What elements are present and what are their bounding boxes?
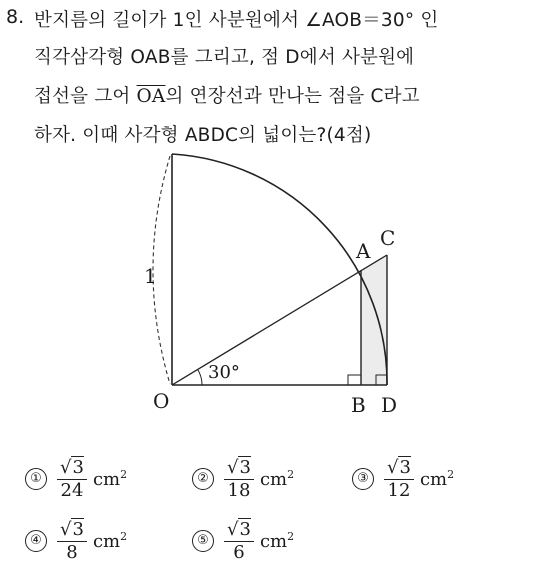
sqrt-sign: √ [60,519,72,540]
denominator: 6 [233,542,245,563]
choice-marker: ② [192,468,214,490]
shaded-region-abdc [361,255,387,385]
unit: $cm^2$ [92,468,128,490]
denominator: 12 [387,480,411,501]
radicand: 3 [72,519,84,540]
unit: $cm^2$ [419,468,455,490]
question-line-4: 하자. 이때 사각형 ABDC의 넓이는?(4점) [34,125,372,146]
question-line-1: 반지름의 길이가 1인 사분원에서 ∠AOB＝30° 인 [34,10,439,31]
unit: $cm^2$ [259,468,295,490]
unit: $cm^2$ [259,530,295,552]
fraction [224,456,254,502]
sqrt-sign: √ [227,519,239,540]
choice-marker: ⑤ [192,530,214,552]
choice-marker: ① [25,468,47,490]
label-d: D [381,393,398,417]
fraction [384,456,414,502]
question-line-3-post: 의 연장선과 만나는 점을 C라고 [165,86,420,107]
quarter-circle-arc [172,154,387,385]
radicand: 3 [72,457,84,478]
denominator: 8 [66,542,78,563]
choice-marker: ③ [352,468,374,490]
denominator: 18 [227,480,251,501]
fraction [224,518,254,564]
sqrt-sign: √ [60,457,72,478]
right-angle-mark-b [348,375,361,385]
denominator: 24 [60,480,84,501]
sqrt-sign: √ [227,457,239,478]
radicand: 3 [239,519,251,540]
choice-marker: ④ [25,530,47,552]
label-o: O [153,389,170,413]
question-line-3-pre: 접선을 그어 [34,86,137,107]
choice-1[interactable] [25,456,127,502]
label-b: B [351,393,366,417]
question-line-2: 직각삼각형 OAB를 그리고, 점 D에서 사분원에 [34,47,415,68]
radicand: 3 [399,457,411,478]
line-oc [172,255,387,385]
question-number: 8. [6,6,25,28]
choice-2[interactable] [192,456,294,502]
fraction [57,456,87,502]
angle-arc-o [198,370,202,385]
label-c: C [380,226,396,250]
label-a: A [356,239,371,263]
radicand: 3 [239,457,251,478]
choice-5[interactable] [192,518,294,564]
segment-oa: $\overline{OA}$ [136,86,166,107]
unit: $cm^2$ [92,530,128,552]
fraction [57,518,87,564]
choice-3[interactable] [352,456,454,502]
label-angle: 30° [208,362,240,383]
choice-4[interactable] [25,518,127,564]
sqrt-sign: √ [387,457,399,478]
label-radius: 1 [144,264,157,288]
